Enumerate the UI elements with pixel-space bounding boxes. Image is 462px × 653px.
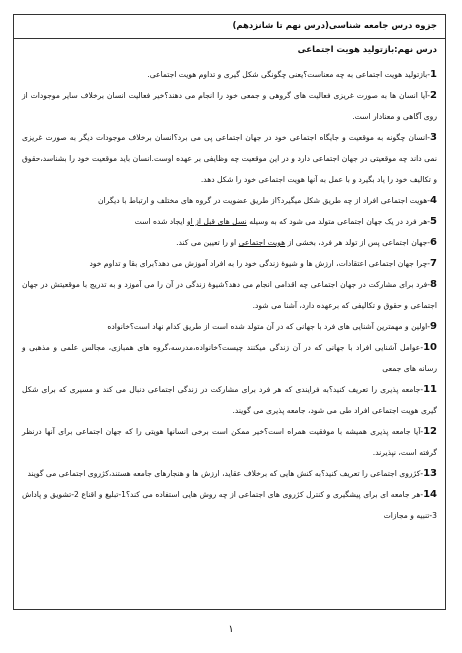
item-text: -فرد برای مشارکت در جهان اجتماعی چه اقدامی انجام می دهد؟شیوۀ زندگی در آن را می آموزد و به تدریج با موقعیتش در جهان اجتماعی و حقوق و تکالیفی که برعهده دارد، آشنا می شود.	[22, 280, 437, 310]
lesson-title: درس نهم:بازتولید هویت اجتماعی	[297, 45, 437, 55]
qa-item-14	[22, 484, 437, 526]
item-text: -آیا جامعه پذیری همیشه با موفقیت همراه است؟خیر ممکن است برخی انسانها هویتی را که جهان اجتماعی برای آنها درنظر گرفته است، نپذیرند.	[22, 427, 437, 457]
qa-item-4	[22, 190, 437, 211]
item-number: 14	[423, 489, 437, 500]
item-number: 11	[423, 384, 437, 395]
item-number: 3	[430, 132, 437, 143]
item-text-end: او را تعیین می کند.	[176, 238, 239, 247]
item-text: -چرا جهان اجتماعی اعتقادات، ارزش ها و شیوۀ زندگی خود را به افراد آموزش می دهد؟برای بقا و تداوم خود	[89, 259, 431, 268]
item-text: -جامعه پذیری را تعریف کنید؟به فرایندی که هر فرد برای مشارکت در زندگی اجتماعی دنبال می کند و مسیری که برای شکل گیری هویت اجتماعی افراد طی می شود، جامعه پذیری می گویند.	[22, 385, 437, 415]
qa-item-12	[22, 421, 437, 463]
item-number: 6	[430, 237, 437, 248]
qa-item-6	[22, 232, 437, 253]
item-number: 12	[423, 426, 437, 437]
item-number: 4	[430, 195, 437, 206]
item-number: 7	[430, 258, 437, 269]
qa-item-9	[22, 316, 437, 337]
qa-item-1	[22, 64, 437, 85]
item-number: 2	[430, 90, 437, 101]
qa-item-7	[22, 253, 437, 274]
item-text-end: ایجاد شده است	[134, 217, 187, 226]
item-number: 10	[423, 342, 437, 353]
item-text: -هویت اجتماعی افراد از چه طریق شکل میگیرد؟از طریق عضویت در گروه های مختلف و ارتباط با دیگران	[98, 196, 431, 205]
qa-item-10	[22, 337, 437, 379]
qa-list	[22, 64, 437, 526]
item-number: 8	[430, 279, 437, 290]
item-text: -هر فرد در یک جهان اجتماعی متولد می شود که به وسیله	[246, 217, 431, 226]
qa-item-2	[22, 85, 437, 127]
item-text: -عوامل آشنایی افراد با جهانی که در آن زندگی میکنند چیست؟خانواده،مدرسه،گروه های همبازی، مجالس علمی و مذهبی و رسانه های جمعی	[22, 343, 437, 373]
item-number: 9	[430, 321, 437, 332]
item-number: 13	[423, 468, 437, 479]
qa-item-5	[22, 211, 437, 232]
item-number: 5	[430, 216, 437, 227]
underlined-phrase: هویت اجتماعی	[238, 238, 286, 247]
item-text: -آیا انسان ها به صورت غریزی فعالیت های گروهی و جمعی خود را انجام می دهند؟خیر فعالیت انسان برخلاف سایر موجودات از روی آگاهی و معنادار است.	[22, 91, 437, 121]
item-text: -بازتولید هویت اجتماعی به چه معناست؟یعنی چگونگی شکل گیری و تداوم هویت اجتماعی.	[147, 70, 431, 79]
qa-item-13	[22, 463, 437, 484]
item-text: -هر جامعه ای برای پیشگیری و کنترل کژروی های اجتماعی از چه روش هایی استفاده می کند؟1-تبلیغ و اقناع 2-تشویق و پاداش 3-تنبیه و مجازات	[22, 490, 437, 520]
item-number: 1	[430, 69, 437, 80]
qa-item-11	[22, 379, 437, 421]
item-text: -جهان اجتماعی پس از تولد هر فرد، بخشی از	[285, 238, 431, 247]
page-number: ۱	[228, 624, 234, 635]
document-title: جزوه درس جامعه شناسی(درس نهم تا شانزدهم)	[232, 21, 437, 31]
document-body	[14, 39, 445, 526]
qa-item-3	[22, 127, 437, 190]
document-header	[14, 15, 445, 39]
item-text: -انسان چگونه به موقعیت و جایگاه اجتماعی خود در جهان اجتماعی پی می برد؟انسان برخلاف موجودات دیگر به صورت غریزی نمی داند چه موقعیتی در جهان اجتماعی دارد و در این موقعیت چه وظایفی بر عهده اوست.انسان باید موقعیت خود را بشناسد،حقوق و تکالیف خود را یاد بگیرد و با عمل به آنها هویت اجتماعی خود را شکل دهد.	[22, 133, 437, 184]
qa-item-8	[22, 274, 437, 316]
underlined-phrase: نسل های قبل از او	[187, 217, 247, 226]
page-frame	[13, 14, 446, 610]
item-text: -کژروی اجتماعی را تعریف کنید؟به کنش هایی که برخلاف عقاید، ارزش ها و هنجارهای جامعه هستند،کژروی اجتماعی می گویند	[27, 469, 424, 478]
item-text: -اولین و مهمترین آشنایی های فرد با جهانی که در آن متولد شده است از طریق کدام نهاد است؟خانواده	[107, 322, 431, 331]
